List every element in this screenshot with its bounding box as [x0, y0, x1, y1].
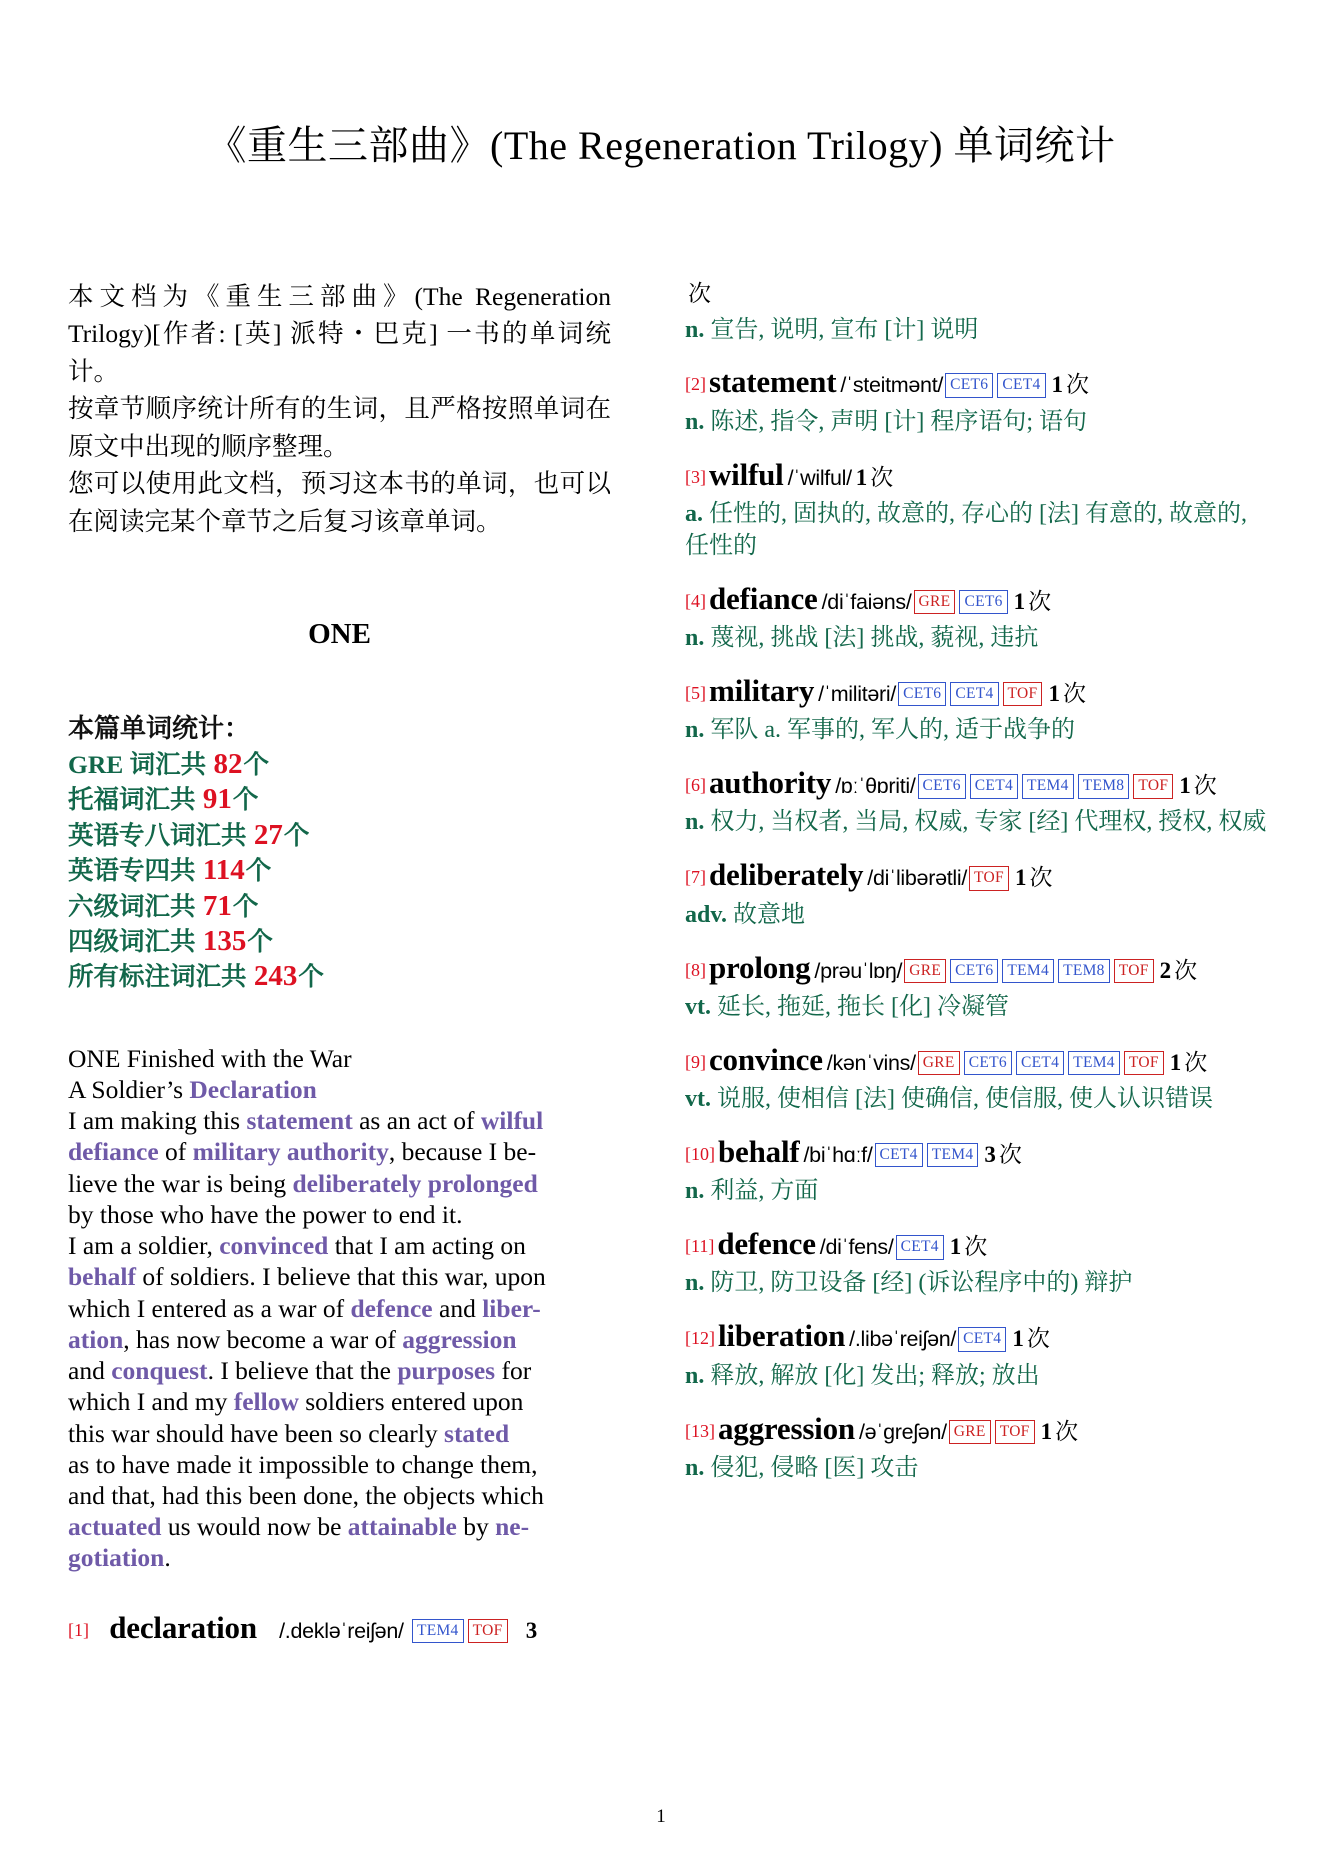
exam-tag-cet4: CET4	[958, 1327, 1006, 1352]
entry-definition	[685, 1084, 1274, 1116]
dictionary-entry	[685, 579, 1274, 655]
chapter-stats	[68, 651, 611, 994]
entry-index: [1]	[68, 1619, 89, 1640]
passage-text-run: A Soldier’s	[68, 1074, 190, 1104]
entry-ipa: /kənˈvins/	[826, 1050, 916, 1075]
left-column-entry	[68, 1574, 611, 1648]
entry-word: defiance	[709, 580, 818, 616]
exam-tag-tem4: TEM4	[412, 1619, 464, 1644]
passage-text-run: of	[158, 1137, 193, 1167]
passage-text-run: and	[432, 1293, 483, 1323]
exam-tag-cet6: CET6	[959, 590, 1007, 615]
entry-badges	[916, 1049, 1166, 1076]
passage-line-3	[68, 1136, 611, 1167]
entry-ipa: /ˈsteitmənt/	[840, 373, 944, 398]
entry-count: 1	[1169, 1049, 1182, 1075]
exam-tag-tem4: TEM4	[927, 1143, 979, 1168]
vocab-highlight: gotiation	[68, 1543, 165, 1573]
entry-count-unit: 次	[870, 464, 894, 490]
entry-definition	[685, 407, 1274, 439]
entry-ipa: /diˈlibərətli/	[867, 866, 968, 891]
intro-paragraph-2: 按章节顺序统计所有的生词，且严格按照单词在原文中出现的顺序整理。	[68, 394, 611, 461]
part-of-speech: n.	[685, 316, 711, 343]
dictionary-entry	[68, 1608, 611, 1648]
entry-headline	[685, 1132, 1274, 1172]
entry-ipa: /.dekləˈreiʃən/	[279, 1618, 404, 1643]
passage-text-run: this war should have been so clearly	[68, 1418, 445, 1448]
entry-badges	[943, 371, 1047, 398]
entry-badges	[896, 680, 1044, 707]
stat-label: 所有标注词汇共	[68, 962, 253, 992]
entry-count: 1	[1012, 1326, 1024, 1352]
passage-text-run: I am making this	[68, 1106, 247, 1136]
stat-value: 243	[253, 960, 298, 993]
entry-count: 1	[1013, 588, 1026, 614]
entry-badges	[894, 1233, 946, 1260]
stat-label: 英语专四共	[68, 856, 202, 886]
entry-count-unit: 次	[1184, 1049, 1208, 1075]
stat-line-3	[68, 853, 611, 888]
vocab-highlight: wilful	[480, 1106, 544, 1136]
entry-definition	[685, 1361, 1274, 1393]
exam-tag-cet4: CET4	[875, 1143, 923, 1168]
exam-tag-tof: TOF	[995, 1420, 1035, 1445]
definition-text: 宣告, 说明, 宣布 [计] 说明	[710, 316, 979, 343]
passage-text-run: which I and my	[68, 1387, 234, 1417]
page-number: 1	[656, 1806, 666, 1827]
passage-text-run: soldiers entered upon	[298, 1387, 524, 1417]
entry-count: 1	[1048, 680, 1060, 706]
entry-ipa: /ˈwilful/	[787, 465, 852, 490]
exam-tag-tem4: TEM4	[1068, 1051, 1120, 1076]
dictionary-entry	[685, 1224, 1274, 1300]
exam-tag-tem4: TEM4	[1022, 774, 1074, 799]
entry-count-unit: 次	[1029, 865, 1053, 891]
passage-text-run: . I believe that the	[207, 1356, 398, 1386]
entry-count: 3	[525, 1617, 538, 1643]
part-of-speech: n.	[685, 1270, 711, 1297]
entry-index: [6]	[685, 775, 706, 796]
vocab-highlight: Declaration	[189, 1074, 317, 1104]
entry-count: 1	[1179, 773, 1191, 799]
part-of-speech: vt.	[685, 993, 717, 1020]
exam-tag-gre: GRE	[918, 1051, 960, 1076]
stat-line-0	[68, 747, 611, 782]
definition-text: 释放, 解放 [化] 发出; 释放; 放出	[710, 1362, 1040, 1389]
entry-index: [11]	[685, 1236, 715, 1257]
entry-index: [8]	[685, 959, 706, 980]
passage-text-run: , because I be-	[388, 1137, 537, 1167]
vocab-highlight: fellow	[233, 1387, 299, 1417]
exam-tag-cet6: CET6	[964, 1051, 1012, 1076]
entry-word: liberation	[718, 1318, 846, 1354]
entry-headline	[685, 1040, 1274, 1080]
page-title: 《重生三部曲》(The Regeneration Trilogy) 单词统计	[206, 123, 1116, 168]
entry-word: behalf	[718, 1133, 800, 1169]
vocab-highlight: aggression	[402, 1324, 517, 1354]
stat-value: 114	[202, 854, 245, 887]
definition-text: 延长, 拖延, 拖长 [化] 冷凝管	[717, 993, 1009, 1020]
left-column	[0, 278, 661, 1654]
entry-badges	[947, 1418, 1037, 1445]
stat-line-1	[68, 782, 611, 817]
entry-badges	[967, 864, 1011, 891]
passage-line-5	[68, 1199, 611, 1230]
passage-text-run: lieve the war is being	[68, 1168, 293, 1198]
two-column-layout	[0, 278, 1322, 1654]
exam-tag-gre: GRE	[904, 959, 946, 984]
passage-line-2	[68, 1105, 611, 1136]
entry-headline	[685, 1316, 1274, 1356]
definition-text: 说服, 使相信 [法] 使确信, 使信服, 使人认识错误	[717, 1086, 1213, 1113]
exam-tag-cet4: CET4	[896, 1235, 944, 1260]
exam-tag-tof: TOF	[1133, 774, 1173, 799]
exam-tag-cet4: CET4	[950, 682, 998, 707]
entry-headline	[685, 278, 1274, 311]
stat-unit: 个	[247, 926, 273, 956]
entry-index: [3]	[685, 466, 706, 487]
exam-tag-tof: TOF	[969, 866, 1009, 891]
passage-line-12	[68, 1418, 611, 1449]
dictionary-entry	[685, 948, 1274, 1024]
exam-tag-cet6: CET6	[945, 373, 993, 398]
vocab-highlight: purposes	[397, 1356, 496, 1386]
dictionary-entry	[685, 1132, 1274, 1208]
part-of-speech: a.	[685, 500, 709, 527]
passage-line-16	[68, 1542, 611, 1573]
entry-badges	[916, 772, 1176, 799]
passage-line-6	[68, 1230, 611, 1261]
entry-ipa: /əˈgreʃən/	[858, 1419, 947, 1444]
passage-text-run: of soldiers. I believe that this war, upon	[136, 1262, 546, 1292]
definition-text: 利益, 方面	[710, 1178, 819, 1205]
definition-text: 军队 a. 军事的, 军人的, 适于战争的	[710, 717, 1076, 744]
entry-ipa: /ˈmilitəri/	[818, 681, 897, 706]
stat-unit: 个	[243, 750, 270, 780]
passage-line-1	[68, 1074, 611, 1105]
passage-text-run: and	[68, 1356, 112, 1386]
passage-text-run: I am a soldier,	[68, 1231, 220, 1261]
passage-text-run: and that, had this been done, the objects which	[68, 1481, 544, 1511]
entry-word: authority	[709, 765, 832, 801]
vocab-highlight: behalf	[68, 1262, 137, 1292]
stat-unit: 个	[298, 962, 324, 992]
definition-text: 侵犯, 侵略 [医] 攻击	[710, 1454, 919, 1481]
entry-index: [2]	[685, 374, 706, 395]
entry-count-unit: 次	[1028, 588, 1052, 614]
entry-definition	[685, 900, 1274, 932]
dictionary-entry	[685, 455, 1274, 563]
part-of-speech: n.	[685, 1362, 711, 1389]
definition-text: 任性的, 固执的, 故意的, 存心的 [法] 有意的, 故意的, 任性的	[685, 500, 1247, 559]
entry-definition	[685, 1453, 1274, 1485]
vocab-highlight: convinced	[219, 1231, 329, 1261]
entry-word: convince	[709, 1041, 823, 1077]
entry-ipa: /prəuˈlɒŋ/	[814, 958, 903, 983]
passage-text-run: for	[495, 1356, 532, 1386]
exam-tag-cet6: CET6	[950, 959, 998, 984]
passage-line-15	[68, 1511, 611, 1542]
part-of-speech: n.	[685, 625, 711, 652]
entry-definition	[685, 623, 1274, 655]
stat-unit: 个	[232, 891, 259, 921]
part-of-speech: n.	[685, 408, 711, 435]
stat-value: 27	[253, 818, 283, 851]
entry-count-unit: 次	[964, 1234, 988, 1260]
entry-headline	[685, 855, 1274, 895]
entry-ipa: /.libəˈreiʃən/	[849, 1327, 957, 1352]
entry-index: [13]	[685, 1420, 715, 1441]
entry-index: [9]	[685, 1051, 706, 1072]
exam-tag-gre: GRE	[949, 1420, 991, 1445]
entry-count: 1	[855, 464, 868, 490]
exam-tag-tof: TOF	[1003, 682, 1043, 707]
definition-text: 权力, 当权者, 当局, 权威, 专家 [经] 代理权, 授权, 权威	[710, 809, 1267, 836]
passage-line-14	[68, 1480, 611, 1511]
entry-headline	[685, 763, 1274, 803]
exam-tag-tof: TOF	[1124, 1051, 1164, 1076]
vocab-highlight: stated	[444, 1418, 510, 1448]
entry-badges	[912, 588, 1010, 615]
exam-tag-cet6: CET6	[898, 682, 946, 707]
entry-count-unit: 次	[1193, 773, 1217, 799]
entry-headline	[685, 1224, 1274, 1264]
entry-index: [10]	[685, 1143, 715, 1164]
dictionary-entry	[685, 278, 1274, 346]
exam-tag-tof: TOF	[1114, 959, 1154, 984]
entry-word: military	[709, 672, 815, 708]
entry-definition	[685, 1176, 1274, 1208]
stats-list	[68, 747, 611, 995]
passage-line-0	[68, 1043, 611, 1074]
dictionary-entry	[685, 1040, 1274, 1116]
vocab-highlight: deliberately prolonged	[292, 1168, 538, 1198]
passage-text-run: that I am acting on	[328, 1231, 526, 1261]
vocab-highlight: statement	[246, 1106, 353, 1136]
passage-line-10	[68, 1355, 611, 1386]
vocab-highlight: ne-	[495, 1512, 530, 1542]
entry-ipa: /diˈfens/	[819, 1235, 894, 1260]
entry-headline	[685, 671, 1274, 711]
entry-count-unit: 次	[998, 1141, 1022, 1167]
intro-paragraph-3: 您可以使用此文档，预习这本书的单词，也可以在阅读完某个章节之后复习该章单词。	[68, 469, 611, 536]
passage-text-run: .	[164, 1543, 171, 1573]
entry-ipa: /ɒːˈθɒriti/	[835, 774, 916, 799]
entry-count-unit: 次	[1062, 680, 1086, 706]
dictionary-entry	[685, 855, 1274, 931]
entry-word: defence	[717, 1226, 816, 1262]
entry-badges	[902, 957, 1155, 984]
exam-tag-cet6: CET6	[918, 774, 966, 799]
passage-text-run: by those who have the power to end it.	[68, 1199, 463, 1229]
entry-headline	[685, 455, 1274, 495]
entry-definition	[685, 992, 1274, 1024]
exam-tag-cet4: CET4	[997, 373, 1045, 398]
entry-count-unit: 次	[1026, 1326, 1050, 1352]
chapter-heading: ONE	[308, 618, 371, 651]
definition-text: 陈述, 指令, 声明 [计] 程序语句; 语句	[710, 408, 1088, 435]
passage-line-7	[68, 1261, 611, 1292]
part-of-speech: n.	[685, 717, 711, 744]
entry-index: [4]	[685, 590, 706, 611]
stat-label: GRE 词汇共	[68, 750, 213, 780]
entry-definition	[685, 315, 1274, 347]
vocab-highlight: actuated	[68, 1512, 162, 1542]
stat-unit: 个	[245, 856, 272, 886]
entry-word: wilful	[709, 456, 784, 492]
entry-definition	[685, 715, 1274, 747]
vocab-highlight: attainable	[347, 1512, 457, 1542]
part-of-speech: adv.	[685, 901, 734, 928]
exam-tag-cet4: CET4	[1016, 1051, 1064, 1076]
entry-count: 1	[1014, 865, 1027, 891]
dictionary-entry	[685, 362, 1274, 438]
entry-word: aggression	[718, 1410, 855, 1446]
dictionary-entry	[685, 1316, 1274, 1392]
part-of-speech: n.	[685, 1454, 711, 1481]
entry-headline	[68, 1608, 611, 1648]
exam-tag-tem8: TEM8	[1078, 774, 1130, 799]
exam-tag-tem4: TEM4	[1002, 959, 1054, 984]
entry-definition	[685, 1268, 1274, 1300]
part-of-speech: n.	[685, 809, 711, 836]
entry-word: deliberately	[709, 857, 864, 893]
stat-line-6	[68, 959, 611, 994]
stat-line-5	[68, 924, 611, 959]
entry-count: 1	[949, 1234, 962, 1260]
entry-index: [7]	[685, 867, 706, 888]
vocab-highlight: military authority	[192, 1137, 389, 1167]
vocab-highlight: conquest	[111, 1356, 208, 1386]
entry-ipa: /biˈhɑːf/	[803, 1142, 873, 1167]
stat-label: 英语专八词汇共	[68, 820, 253, 850]
stat-line-2	[68, 818, 611, 853]
entry-count: 3	[984, 1141, 996, 1167]
entry-definition	[685, 807, 1274, 839]
passage-line-13	[68, 1449, 611, 1480]
part-of-speech: n.	[685, 1178, 711, 1205]
vocab-highlight: defiance	[68, 1137, 159, 1167]
passage-line-9	[68, 1324, 611, 1355]
stat-line-4	[68, 889, 611, 924]
right-column	[661, 278, 1322, 1654]
entry-headline	[685, 948, 1274, 988]
passage-text-run: ONE Finished with the War	[68, 1043, 352, 1073]
entry-headline	[685, 1409, 1274, 1449]
intro-paragraph-1: 本文档为《重生三部曲》(The Regeneration Trilogy)[作者: [英] 派特・巴克] 一书的单词统计。	[68, 282, 611, 386]
dictionary-entry	[685, 671, 1274, 747]
exam-tag-tof: TOF	[468, 1619, 508, 1644]
exam-tag-tem8: TEM8	[1058, 959, 1110, 984]
definition-text: 故意地	[733, 901, 806, 928]
passage-text-run: us would now be	[161, 1512, 348, 1542]
stat-unit: 个	[232, 785, 259, 815]
vocab-highlight: defence	[350, 1293, 433, 1323]
entry-headline	[685, 579, 1274, 619]
passage-text-run: by	[456, 1512, 496, 1542]
exam-tag-cet4: CET4	[970, 774, 1018, 799]
entry-badges	[873, 1141, 981, 1168]
passage-text-run: as to have made it impossible to change them,	[68, 1449, 538, 1479]
definition-text: 蔑视, 挑战 [法] 挑战, 藐视, 违抗	[710, 625, 1039, 652]
entry-count: 2	[1159, 957, 1172, 983]
entry-ipa: /diˈfaiəns/	[821, 589, 912, 614]
exam-tag-gre: GRE	[914, 590, 956, 615]
entry-count: 1	[1051, 372, 1064, 398]
passage-text	[68, 995, 611, 1574]
entry-badges	[410, 1617, 510, 1644]
entry-headline	[685, 362, 1274, 402]
definition-text: 防卫, 防卫设备 [经] (诉讼程序中的) 辩护	[710, 1270, 1133, 1297]
entry-count-unit: 次	[1055, 1418, 1079, 1444]
dictionary-entry-list	[685, 278, 1274, 1485]
intro-block	[68, 278, 611, 540]
stat-value: 91	[202, 783, 232, 816]
stat-label: 四级词汇共	[68, 926, 202, 956]
stat-value: 71	[202, 889, 232, 922]
passage-line-8	[68, 1293, 611, 1324]
entry-count-unit: 次	[688, 281, 711, 306]
passage-text-run: as an act of	[352, 1106, 481, 1136]
stat-label: 六级词汇共	[68, 891, 202, 921]
part-of-speech: vt.	[685, 1086, 717, 1113]
dictionary-entry	[685, 763, 1274, 839]
vocab-highlight: liber-	[482, 1293, 541, 1323]
dictionary-entry	[685, 1409, 1274, 1485]
entry-definition	[685, 499, 1274, 563]
passage-line-11	[68, 1386, 611, 1417]
stat-unit: 个	[283, 820, 310, 850]
stat-label: 托福词汇共	[68, 785, 202, 815]
entry-word: statement	[709, 364, 837, 400]
passage-line-4	[68, 1168, 611, 1199]
stats-title: 本篇单词统计：	[68, 714, 251, 744]
entry-badges	[956, 1325, 1008, 1352]
passage-text-run: which I entered as a war of	[68, 1293, 351, 1323]
entry-count: 1	[1040, 1418, 1053, 1444]
entry-word: declaration	[109, 1609, 257, 1645]
vocab-highlight: ation	[68, 1324, 124, 1354]
entry-count-unit: 次	[1174, 957, 1198, 983]
passage-text-run: , has now become a war of	[123, 1324, 403, 1354]
entry-count-unit: 次	[1066, 372, 1090, 398]
entry-word: prolong	[709, 949, 811, 985]
stat-value: 135	[202, 924, 247, 957]
entry-index: [12]	[685, 1328, 715, 1349]
entry-index: [5]	[685, 682, 706, 703]
stat-value: 82	[213, 748, 243, 781]
